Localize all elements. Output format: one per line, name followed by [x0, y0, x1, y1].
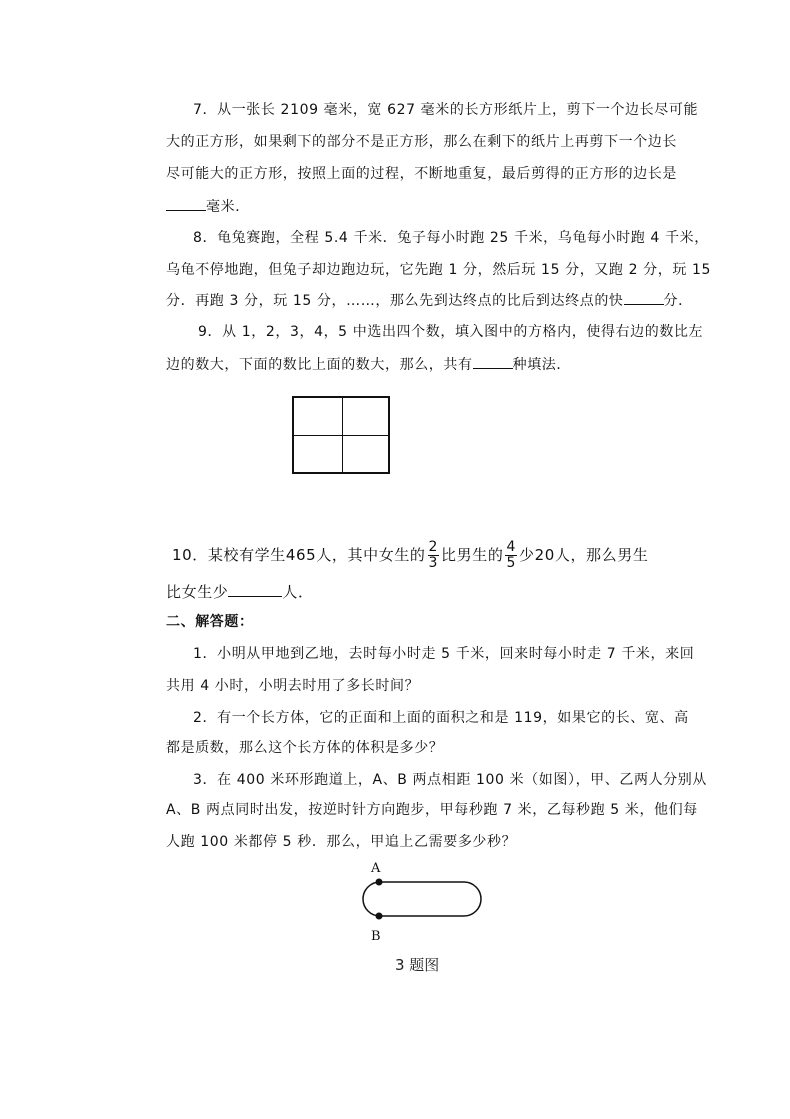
a3-line-2: A、B 两点同时出发，按逆时针方向跑步，甲每秒跑 7 米，乙每秒跑 5 米，他们每	[166, 802, 698, 818]
q9-line-2-suffix: 种填法．	[512, 357, 572, 373]
q10-fraction-1-denominator: 3	[428, 555, 439, 571]
q10-fraction-1	[428, 540, 440, 571]
q10-line-2	[166, 582, 314, 602]
point-b-dot	[376, 913, 383, 920]
q10-part-3: 少20人，那么男生	[518, 546, 649, 564]
q10-line-1	[172, 538, 648, 572]
point-a-label: A	[371, 861, 381, 876]
a1-line-2: 共用 4 小时，小明去时用了多长时间？	[166, 678, 420, 694]
q7-line-4	[166, 196, 250, 217]
q8-line-1: 8．龟兔赛跑，全程 5.4 千米．兔子每小时跑 25 千米，乌龟每小时跑 4 千米，	[193, 230, 709, 246]
point-a-dot	[376, 879, 383, 886]
q9-line-2	[166, 354, 571, 375]
q10-part-1: 10．某校有学生465人，其中女生的	[172, 546, 426, 564]
q7-answer-blank[interactable]	[166, 196, 206, 211]
q9-line-1: 9．从 1，2，3，4，5 中选出四个数，填入图中的方格内，使得右边的数比左	[198, 324, 704, 340]
track-oval	[363, 882, 481, 916]
figure-caption: 3 题图	[395, 956, 440, 974]
a1-line-1: 1．小明从甲地到乙地，去时每小时走 5 千米，回来时每小时走 7 千米，来回	[193, 646, 695, 662]
q8-line-3-prefix: 分．再跑 3 分，玩 15 分，……，那么先到达终点的比后到达终点的快	[166, 293, 624, 309]
q7-line-3: 尽可能大的正方形，按照上面的过程，不断地重复，最后剪得的正方形的边长是	[166, 166, 677, 182]
q9-grid-figure	[292, 396, 390, 474]
q9-answer-blank[interactable]	[473, 354, 513, 369]
q9-line-2-prefix: 边的数大，下面的数比上面的数大，那么，共有	[166, 357, 473, 373]
q10-line-2-suffix: 人．	[282, 583, 314, 601]
q10-fraction-2	[505, 540, 517, 571]
grid-horizontal-line	[294, 435, 388, 436]
point-b-label: B	[371, 929, 381, 944]
q10-part-2: 比男生的	[441, 546, 504, 564]
q8-line-3-suffix: 分．	[663, 293, 693, 309]
track-figure	[355, 858, 495, 978]
a2-line-1: 2．有一个长方体，它的正面和上面的面积之和是 119，如果它的长、宽、高	[193, 710, 689, 726]
q7-line-1: 7．从一张长 2109 毫米，宽 627 毫米的长方形纸片上，剪下一个边长尽可能	[193, 102, 699, 118]
q7-line-4-suffix: 毫米．	[206, 199, 250, 215]
q8-answer-blank[interactable]	[624, 290, 664, 305]
q10-fraction-2-numerator: 4	[506, 539, 516, 555]
q10-fraction-1-numerator: 2	[428, 539, 439, 555]
q10-answer-blank[interactable]	[228, 582, 282, 597]
q7-line-2: 大的正方形，如果剩下的部分不是正方形，那么在剩下的纸片上再剪下一个边长	[166, 134, 677, 150]
section-2-heading: 二、解答题：	[166, 614, 254, 630]
a2-line-2: 都是质数，那么这个长方体的体积是多少？	[166, 740, 444, 756]
a3-line-1: 3．在 400 米环形跑道上，A、B 两点相距 100 米（如图），甲、乙两人分别从	[193, 772, 707, 788]
q10-line-2-prefix: 比女生少	[166, 583, 229, 601]
a3-line-3: 人跑 100 米都停 5 秒．那么，甲追上乙需要多少秒？	[166, 834, 517, 850]
q8-line-3	[166, 290, 693, 311]
q8-line-2: 乌龟不停地跑，但兔子却边跑边玩，它先跑 1 分，然后玩 15 分，又跑 2 分，玩 15	[166, 262, 711, 278]
q10-fraction-2-denominator: 5	[506, 555, 516, 571]
